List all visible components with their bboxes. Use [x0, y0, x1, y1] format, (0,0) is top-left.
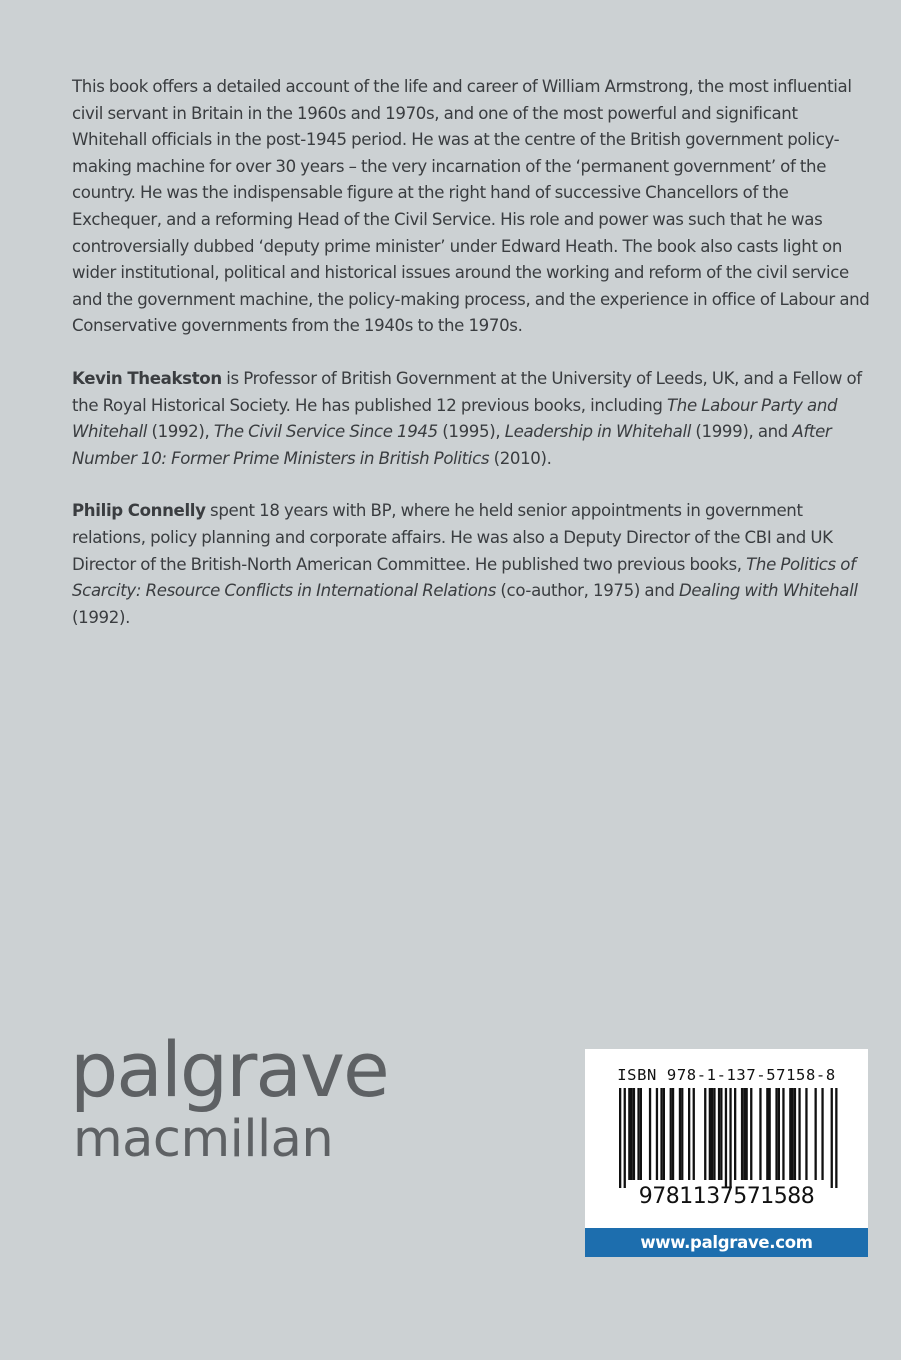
bio-text: (1995), — [437, 422, 505, 442]
publisher-logo — [70, 1025, 388, 1169]
bio-text: (1992). — [72, 607, 131, 627]
barcode-bar — [743, 1088, 745, 1180]
barcode-bar — [663, 1088, 665, 1180]
barcode-bar — [656, 1088, 658, 1180]
barcode-bar — [805, 1088, 807, 1180]
barcode-bar — [679, 1088, 681, 1180]
book-title: The Labour Party and Whitehall — [72, 395, 838, 442]
barcode-bar — [711, 1088, 713, 1180]
barcode-bar — [704, 1088, 706, 1180]
barcode-bar — [729, 1088, 731, 1188]
barcode-panel — [585, 1049, 868, 1228]
bio-text: (1999), and — [690, 422, 793, 442]
barcode-bar — [750, 1088, 752, 1180]
barcode-bar — [798, 1088, 800, 1180]
logo-palgrave: palgrave — [70, 1025, 388, 1114]
barcode-bar — [637, 1088, 639, 1180]
barcode-digits: 9781137571588 — [638, 1184, 815, 1209]
barcode-bar — [619, 1088, 621, 1188]
barcode-bar — [628, 1088, 630, 1180]
book-description — [72, 74, 872, 340]
book-title: The Civil Service Since 1945 — [213, 422, 438, 442]
barcode-bar — [631, 1088, 633, 1180]
barcode-bar — [792, 1088, 794, 1180]
barcode-bar — [835, 1088, 837, 1188]
barcode-bar — [794, 1088, 796, 1180]
barcode-bar — [782, 1088, 784, 1180]
author-name: Philip Connelly — [72, 501, 206, 521]
barcode-bar — [775, 1088, 777, 1180]
bio-text: is Professor of British Government at the University of Leeds, UK, and a Fellow of the Royal Historical Society. He has published 12 previous books, including — [72, 368, 862, 415]
barcode-bar — [766, 1088, 768, 1180]
barcode-bar — [821, 1088, 823, 1180]
barcode-bar — [718, 1088, 720, 1180]
barcode-bar — [640, 1088, 642, 1180]
barcode-bar — [831, 1088, 833, 1188]
description-text: This book offers a detailed account of the life and career of William Armstrong, the most influential civil servant in Britain in the 1960s and 1970s, and one of the most powerful and significant Whitehall officials in the post-1945 period. He was at the centre of the British government policy-making machine for over 30 years – the very incarnation of the ‘permanent government’ of the country. He was the indispensable figure at the right hand of successive Chancellors of the Exchequer, and a reforming Head of the Civil Service. His role and power was such that he was controversially dubbed ‘deputy prime minister’ under Edward Heath. The book also casts light on wider institutional, political and historical issues around the working and reform of the civil service and the government machine, the policy-making process, and the experience in office of Labour and Conservative governments from the 1940s to the 1970s. — [72, 77, 870, 336]
barcode-bar — [709, 1088, 711, 1180]
barcode-icon — [601, 1088, 852, 1188]
barcode-bar — [672, 1088, 674, 1180]
isbn-label: ISBN 978-1-137-57158-8 — [617, 1066, 836, 1084]
barcode-bar — [759, 1088, 761, 1180]
author-bio-theakston — [72, 366, 872, 472]
bio-text: (co-author, 1975) and — [496, 581, 679, 601]
bio-text: (2010). — [489, 448, 552, 468]
barcode-bar — [734, 1088, 736, 1180]
barcode-bar — [789, 1088, 791, 1180]
logo-macmillan: macmillan — [73, 1110, 334, 1169]
barcode-bar — [670, 1088, 672, 1180]
barcode-bar — [624, 1088, 626, 1188]
barcode-bar — [815, 1088, 817, 1180]
barcode-bar — [720, 1088, 722, 1180]
barcode-bar — [769, 1088, 771, 1180]
author-bio-connelly — [72, 498, 872, 631]
barcode-bar — [693, 1088, 695, 1180]
bio-text: spent 18 years with BP, where he held senior appointments in government relations, policy planning and corporate affairs. He was also a Deputy Director of the CBI and UK Director of the British-North American Committee. He published two previous books, — [72, 501, 833, 574]
bio-text: (1992), — [147, 422, 214, 442]
barcode-bar — [778, 1088, 780, 1180]
barcode-bar — [746, 1088, 748, 1180]
book-title: Dealing with Whitehall — [678, 581, 858, 601]
barcode-bar — [713, 1088, 715, 1180]
barcode-bar — [633, 1088, 635, 1180]
back-cover-text — [72, 74, 872, 657]
book-title: After Number 10: Former Prime Ministers in British Politics — [72, 422, 832, 468]
barcode-bar — [688, 1088, 690, 1180]
barcode-bar — [681, 1088, 683, 1180]
book-title: The Politics of Scarcity: Resource Conflicts in International Relations — [72, 554, 856, 601]
barcode-bar — [725, 1088, 727, 1188]
book-title: Leadership in Whitehall — [504, 422, 691, 442]
publisher-url: www.palgrave.com — [585, 1228, 868, 1257]
author-name: Kevin Theakston — [72, 368, 222, 388]
barcode-bar — [660, 1088, 662, 1180]
barcode-bar — [649, 1088, 651, 1180]
barcode-bar — [741, 1088, 743, 1180]
